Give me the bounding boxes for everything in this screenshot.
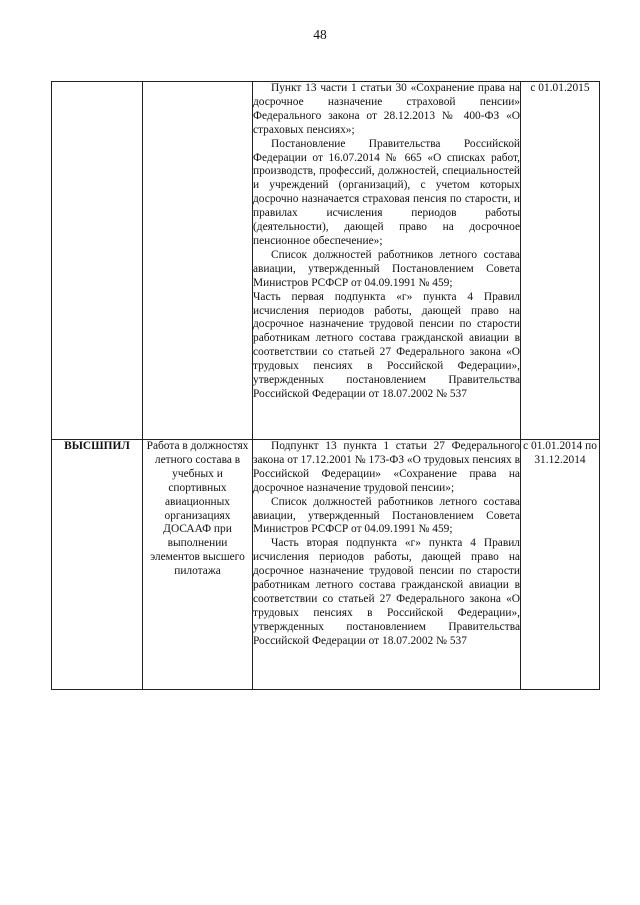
basis-paragraph: Список должностей работников летного состава авиации, утвержденный Постановлением Совета Министров РСФСР от 04.09.1991 № 459; (253, 495, 520, 536)
legal-basis-cell (253, 440, 521, 690)
table-row (52, 440, 600, 690)
basis-paragraph: Часть вторая подпункта «г» пункта 4 Правил исчисления периодов работы, дающей право на досрочное назначение трудовой пенсии по старости работникам летного состава гражданской авиации в соответствии со статьей 27 Федерального закона «О трудовых пенсиях в Российской Федерации», утвержденных постановлением Правительства Российской Федерации от 18.07.2002 № 537 (253, 537, 520, 647)
basis-paragraph: Часть первая подпункта «г» пункта 4 Правил исчисления периодов работы, дающей право на досрочное назначение трудовой пенсии по старости работникам летного состава гражданской авиации в соответствии со статьей 27 Федерального закона «О трудовых пенсиях в Российской Федерации», утвержденных постановлением Правительства Российской Федерации от 18.07.2002 № 537 (253, 290, 520, 400)
page-number: 48 (313, 27, 327, 42)
basis-paragraph: Постановление Правительства Российской Федерации от 16.07.2014 № 665 «О списках работ, производств, профессий, должностей, специальностей и учреждений (организаций), с учетом которых досрочно назначается страховая пенсия по старости, и правилах исчисления периодов работы (деятельности), дающей право на досрочное пенсионное обеспечение»; (253, 137, 520, 247)
basis-paragraph: Пункт 13 части 1 статьи 30 «Сохранение права на досрочное назначение страховой пенсии» Федерального закона от 28.12.2013 № 400-ФЗ «О страховых пенсиях»; (253, 82, 520, 136)
code-cell: ВЫСШПИЛ (52, 440, 143, 690)
period-cell: с 01.01.2014 по 31.12.2014 (521, 440, 600, 690)
document-table (51, 81, 600, 690)
work-description-cell: Работа в должностях летного состава в учебных и спортивных авиационных организациях ДОСААФ при выполнении элементов высшего пилотажа (143, 440, 253, 690)
table-row (52, 82, 600, 440)
basis-paragraph: Подпункт 13 пункта 1 статьи 27 Федерального закона от 17.12.2001 № 173-ФЗ «О трудовых пенсиях в Российской Федерации» «Сохранение права на досрочное назначение трудовой пенсии»; (253, 440, 520, 494)
code-cell (52, 82, 143, 440)
work-description-cell (143, 82, 253, 440)
basis-paragraph: Список должностей работников летного состава авиации, утвержденный Постановлением Совета Министров РСФСР от 04.09.1991 № 459; (253, 248, 520, 289)
period-cell: с 01.01.2015 (521, 82, 600, 440)
legal-basis-cell (253, 82, 521, 440)
